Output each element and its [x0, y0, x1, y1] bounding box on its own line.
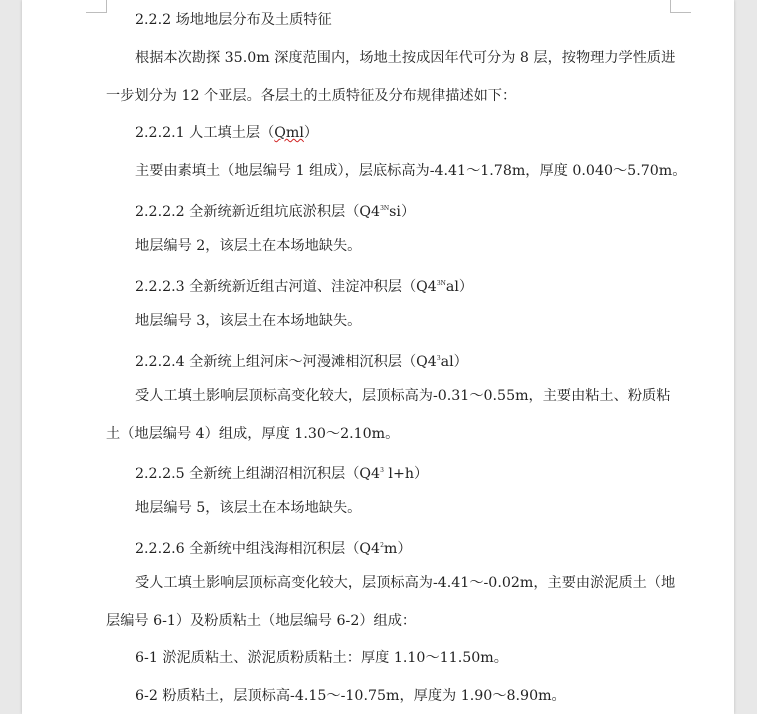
paragraph-line: 受人工填土影响层顶标高变化较大，层顶标高为-0.31～0.55m，主要由粘土、粉质粘: [135, 388, 671, 404]
subsection-heading: 2.2.2.6 全新统中组浅海相沉积层$(Q4^2m)$: [135, 541, 412, 557]
spellcheck-word: Qml: [274, 125, 304, 141]
paragraph-line: 地层编号 2，该层土在本场地缺失。: [135, 238, 362, 254]
paragraph-line: 受人工填土影响层顶标高变化较大，层顶标高为-4.41～-0.02m，主要由淤泥质土（地: [135, 575, 676, 591]
paragraph-line: 根据本次勘探 35.0m 深度范围内，场地土按成因年代可分为 8 层，按物理力学性质进: [135, 50, 676, 66]
margin-corner-marker: [670, 0, 691, 13]
paragraph-line: 土（地层编号 4）组成，厚度 1.30～2.10m。: [106, 426, 400, 442]
paragraph-line: 地层编号 5，该层土在本场地缺失。: [135, 500, 362, 516]
paragraph-line: 层编号 6-1）及粉质粘土（地层编号 6-2）组成：: [106, 613, 417, 629]
subsection-heading: 2.2.2.5 全新统上组湖沼相沉积层（$Q4^3$ l+h）: [135, 466, 429, 482]
document-page: [22, 0, 734, 714]
paragraph-line: 一步划分为 12 个亚层。各层土的土质特征及分布规律描述如下：: [106, 88, 517, 104]
paragraph-line: 主要由素填土（地层编号 1 组成），层底标高为-4.41～1.78m，厚度 0.040～5.70m。: [135, 163, 687, 179]
subsection-heading: 2.2.2.2 全新统新近组坑底淤积层$(Q4^{3N}si)$: [135, 204, 416, 220]
margin-corner-marker: [86, 0, 107, 13]
subsection-heading: 2.2.2.1 人工填土层（Qml）: [135, 125, 319, 141]
subsection-heading: 2.2.2.3 全新统新近组古河道、洼淀冲积层$(Q4^{3N}al)$: [135, 279, 474, 295]
section-heading: 2.2.2 场地地层分布及土质特征: [135, 12, 332, 28]
paragraph-line: 6-2 粉质粘土，层顶标高-4.15～-10.75m，厚度为 1.90～8.90m。: [135, 688, 566, 704]
subsection-heading: 2.2.2.4 全新统上组河床～河漫滩相沉积层$(Q4^3al)$: [135, 354, 468, 370]
paragraph-line: 6-1 淤泥质粘土、淤泥质粉质粘土：厚度 1.10～11.50m。: [135, 650, 508, 666]
paragraph-line: 地层编号 3，该层土在本场地缺失。: [135, 313, 362, 329]
